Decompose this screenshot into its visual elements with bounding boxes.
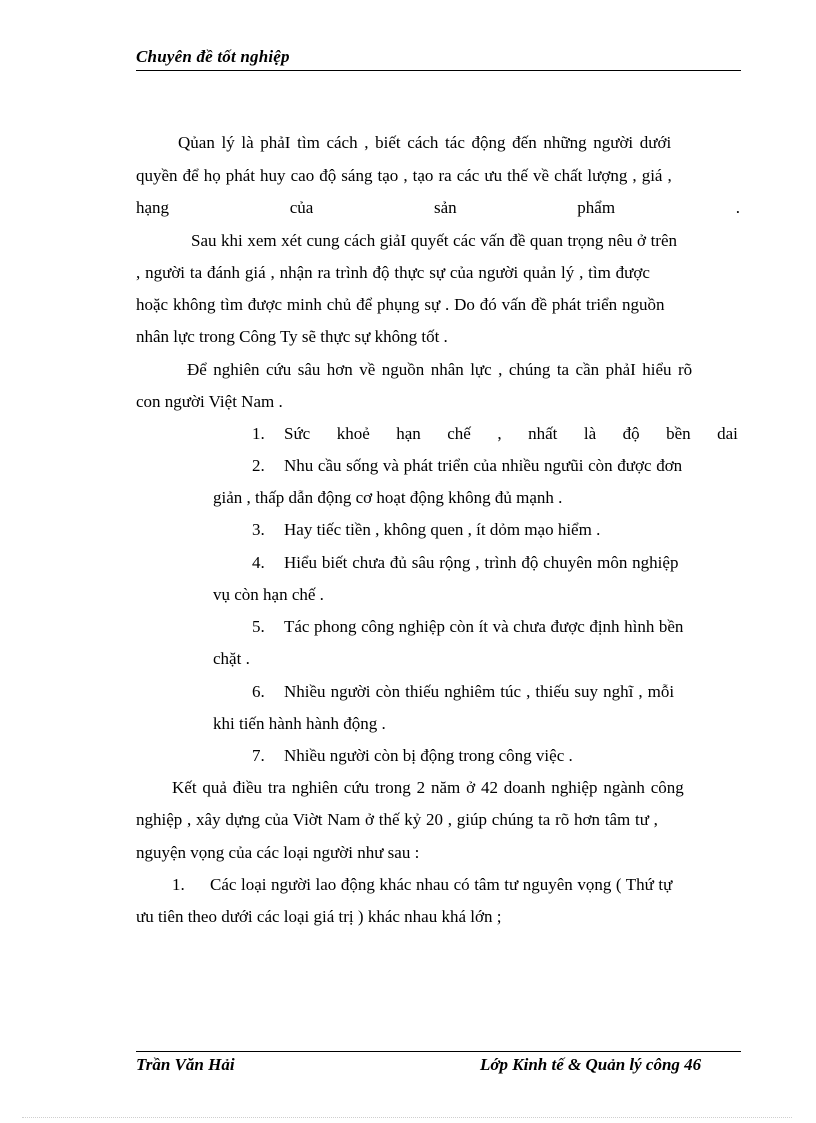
list-item	[252, 553, 678, 573]
text-line: con người Việt Nam .	[136, 392, 283, 411]
word: nhất	[528, 424, 558, 443]
list-item-number	[252, 424, 265, 444]
paragraph-line	[172, 875, 672, 895]
list-text: Nhu cầu sống và phát triển của nhiều ngưũi còn được đơn	[284, 456, 683, 475]
text-line: Qủan lý là phảI tìm cách , biết cách tác động đến những người dưới	[178, 133, 672, 152]
text-line: Các loại người lao động khác nhau có tâm tư nguyên vọng ( Thứ tự	[210, 875, 673, 894]
list-item-continuation	[213, 714, 386, 734]
text-line: quyền để họ phát huy cao độ sáng tạo , tạo ra các ưu thế về chất lượng , giá ,	[136, 166, 672, 185]
list-item	[252, 682, 674, 702]
paragraph-line-justified	[136, 198, 740, 218]
list-text: Nhiều người còn bị động trong công việc .	[284, 746, 573, 765]
list-text: Nhiều người còn thiếu nghiêm túc , thiếu suy nghĩ , mỗi	[284, 682, 675, 701]
text-line: Kết quả điều tra nghiên cứu trong 2 năm ở 42 doanh nghiệp ngành công	[172, 778, 684, 797]
text-line: nhân lực trong Công Ty sẽ thực sự không tốt .	[136, 327, 448, 346]
list-number: 1.	[172, 875, 185, 894]
list-text: Tác phong công nghiệp còn ít và chưa được định hình bền	[284, 617, 684, 636]
word: của	[289, 198, 314, 217]
word: Sức	[284, 424, 311, 443]
list-text: vụ còn hạn chế .	[213, 585, 324, 604]
list-item	[252, 520, 600, 540]
paragraph-line	[136, 907, 501, 927]
word: chế	[447, 424, 471, 443]
word: .	[735, 198, 740, 217]
footer-rule	[136, 1051, 741, 1052]
list-number: 1.	[252, 424, 265, 443]
paragraph-line	[136, 810, 658, 830]
paragraph-line	[187, 360, 692, 380]
list-item-continuation	[213, 585, 324, 605]
list-text: khi tiến hành hành động .	[213, 714, 386, 733]
list-text: Hay tiếc tiền , không quen , ít dỏm mạo hiểm .	[284, 520, 601, 539]
word: bền	[666, 424, 691, 443]
paragraph-line	[136, 263, 650, 283]
word: độ	[622, 424, 640, 443]
word: dai	[717, 424, 738, 443]
paragraph-line	[178, 133, 740, 153]
list-item	[252, 617, 683, 637]
word: ,	[497, 424, 502, 443]
list-number: 5.	[252, 617, 265, 636]
header-title: Chuyên đề tốt nghiệp	[136, 47, 290, 66]
text-line: nghiệp , xây dựng của Viờt Nam ở thế kỷ 20 , giúp chúng ta rõ hơn tâm tư ,	[136, 810, 658, 829]
list-number: 3.	[252, 520, 265, 539]
list-item	[252, 746, 573, 766]
word: là	[583, 424, 597, 443]
text-line: Để nghiên cứu sâu hơn về nguồn nhân lực , chúng ta cần phảI hiểu rõ	[187, 360, 693, 379]
word: hạn	[396, 424, 421, 443]
text-line: ưu tiên theo dưới các loại giá trị ) khác nhau khá lớn ;	[136, 907, 502, 926]
header-rule	[136, 70, 741, 71]
word: hạng	[136, 198, 170, 217]
paragraph-line	[136, 327, 448, 347]
text-line: hoặc không tìm được minh chủ để phụng sự . Do đó vấn đề phát triển nguồn	[136, 295, 665, 314]
list-item-continuation	[213, 488, 562, 508]
list-text: chặt .	[213, 649, 250, 668]
list-number: 6.	[252, 682, 265, 701]
paragraph-line	[172, 778, 684, 798]
text-line: nguyện vọng của các loại người như sau :	[136, 843, 420, 862]
footer-class: Lớp Kinh tế & Quản lý công 46	[480, 1055, 702, 1074]
word: sản	[433, 198, 457, 217]
paragraph-line	[136, 166, 672, 186]
paragraph-line	[191, 231, 677, 251]
footer-author: Trần Văn Hải	[136, 1055, 235, 1074]
paragraph-line	[136, 392, 283, 412]
text-line: Sau khi xem xét cung cách giảI quyết các vấn đề quan trọng nêu ở trên	[191, 231, 678, 250]
list-number: 4.	[252, 553, 265, 572]
list-text: Hiểu biết chưa đủ sâu rộng , trình độ chuyên môn nghiệp	[284, 553, 679, 572]
list-item	[252, 456, 682, 476]
list-number: 2.	[252, 456, 265, 475]
word: phẩm	[577, 198, 616, 217]
list-text: giản , thấp dẫn động cơ hoạt động không đủ mạnh .	[213, 488, 563, 507]
paragraph-line	[136, 295, 665, 315]
list-item-continuation	[213, 649, 250, 669]
page-bottom-border	[22, 1117, 792, 1118]
text-line: , người ta đánh giá , nhận ra trình độ thực sự của người quản lý , tìm được	[136, 263, 650, 282]
list-item-justified	[284, 424, 738, 444]
paragraph-line	[136, 843, 419, 863]
word: khoẻ	[336, 424, 370, 443]
list-number: 7.	[252, 746, 265, 765]
